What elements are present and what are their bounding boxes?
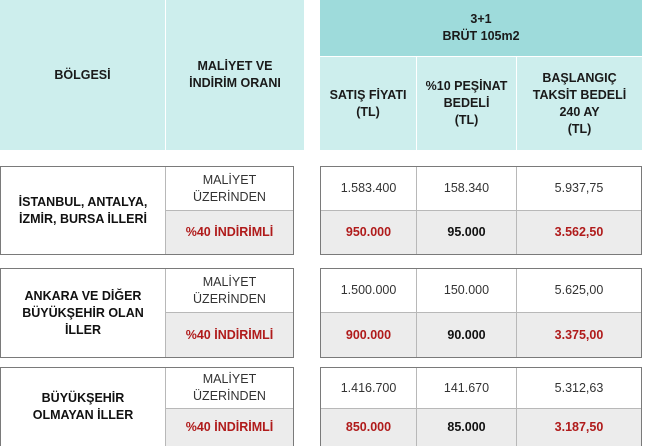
installment-discounted: 3.375,00: [517, 313, 641, 357]
full-cost-label: MALİYET ÜZERİNDEN: [193, 274, 266, 306]
divider: [516, 368, 517, 446]
region-name: İSTANBUL, ANTALYA, İZMİR, BURSA İLLERİ: [18, 194, 148, 226]
header-sale-price: SATIŞ FİYATI (TL): [320, 57, 416, 150]
header-region: BÖLGESİ: [0, 0, 165, 150]
discount-label: %40 İNDİRİMLİ: [166, 313, 293, 357]
installment-full: 5.312,63: [554, 380, 604, 395]
sale-price-discounted: 900.000: [321, 313, 416, 357]
installment-full: 5.937,75: [554, 181, 604, 195]
down-payment-full: 141.670: [443, 380, 490, 395]
installment-full: 5.625,00: [554, 283, 604, 297]
divider: [516, 167, 517, 254]
discount-label: %40 İNDİRİMLİ: [166, 211, 293, 254]
region-name: ANKARA VE DİĞER BÜYÜKŞEHİR OLAN İLLER: [22, 288, 144, 337]
divider: [416, 368, 417, 446]
installment-discounted: 3.562,50: [517, 211, 641, 254]
header-down-payment: %10 PEŞİNAT BEDELİ (TL): [417, 57, 516, 150]
full-cost-label: MALİYET ÜZERİNDEN: [193, 172, 266, 204]
header-unit-type: 3+1 BRÜT 105m2: [320, 0, 642, 56]
down-payment-full: 158.340: [443, 181, 490, 195]
down-payment-full: 150.000: [443, 283, 490, 297]
divider: [416, 167, 417, 254]
sale-price-full: 1.416.700: [340, 380, 397, 395]
full-cost-label: MALİYET ÜZERİNDEN: [193, 372, 266, 403]
down-payment-discounted: 95.000: [417, 211, 516, 254]
sale-price-discounted: 850.000: [321, 409, 416, 446]
header-installment: BAŞLANGIÇ TAKSİT BEDELİ 240 AY (TL): [517, 57, 642, 150]
header-cost-discount: MALİYET VE İNDİRİM ORANI: [166, 0, 304, 150]
discount-label: %40 İNDİRİMLİ: [166, 409, 293, 446]
sale-price-full: 1.583.400: [340, 181, 397, 195]
divider: [516, 269, 517, 357]
installment-discounted: 3.187,50: [517, 409, 641, 446]
region-name: BÜYÜKŞEHİR OLMAYAN İLLER: [32, 391, 134, 422]
sale-price-full: 1.500.000: [340, 283, 397, 297]
sale-price-discounted: 950.000: [321, 211, 416, 254]
down-payment-discounted: 90.000: [417, 313, 516, 357]
divider: [416, 269, 417, 357]
down-payment-discounted: 85.000: [417, 409, 516, 446]
